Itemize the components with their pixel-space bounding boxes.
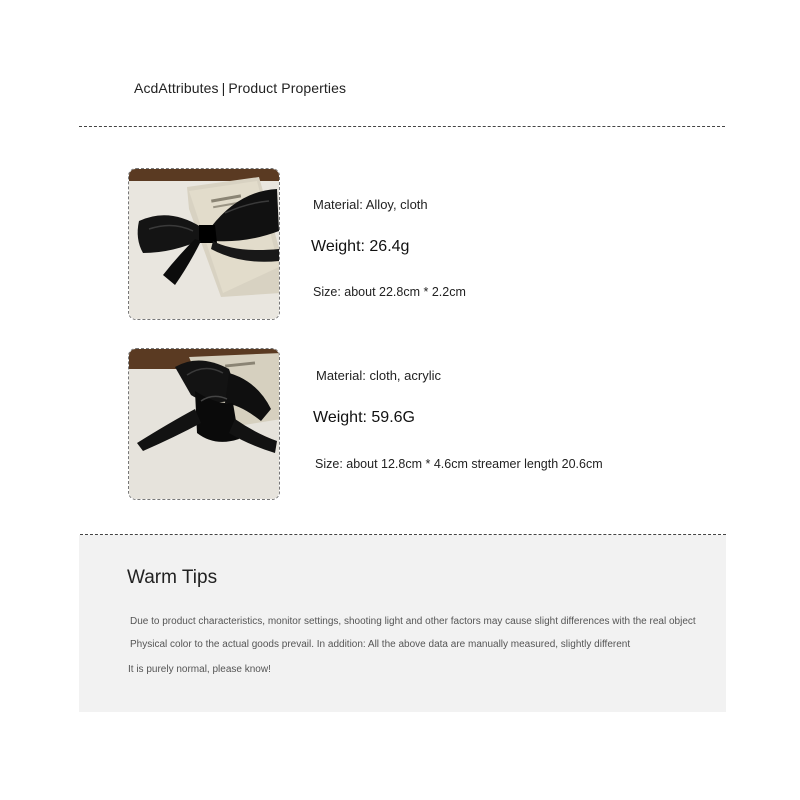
product-image-streamer-bow: [128, 348, 280, 500]
top-divider: [79, 126, 725, 127]
product-2-size: Size: about 12.8cm * 4.6cm streamer length 20.6cm: [315, 457, 603, 471]
tips-line-1: Due to product characteristics, monitor settings, shooting light and other factors may cause slight differences with the real object: [130, 616, 696, 627]
product-image-bow-clip: [128, 168, 280, 320]
product-1-material: Material: Alloy, cloth: [313, 197, 428, 212]
weight-label: Weight:: [311, 238, 370, 255]
tips-line-3: It is purely normal, please know!: [128, 664, 271, 675]
weight-label: Weight:: [313, 409, 372, 426]
brand-label: AcdAttributes: [134, 80, 219, 96]
tips-line-2: Physical color to the actual goods prevail. In addition: All the above data are manually measured, slightly different: [130, 639, 631, 650]
warm-tips-title: Warm Tips: [127, 567, 218, 588]
section-title: Product Properties: [228, 80, 347, 96]
weight-value: 59.6G: [371, 409, 415, 426]
product-2-material: Material: cloth, acrylic: [316, 368, 441, 383]
product-2-weight: [313, 409, 415, 427]
weight-value: 26.4g: [369, 238, 410, 255]
header-separator: |: [221, 80, 226, 96]
product-1-size: Size: about 22.8cm * 2.2cm: [313, 285, 466, 299]
warm-tips-panel: [79, 535, 726, 712]
header-title: [134, 80, 346, 96]
product-1-weight: [311, 238, 409, 256]
